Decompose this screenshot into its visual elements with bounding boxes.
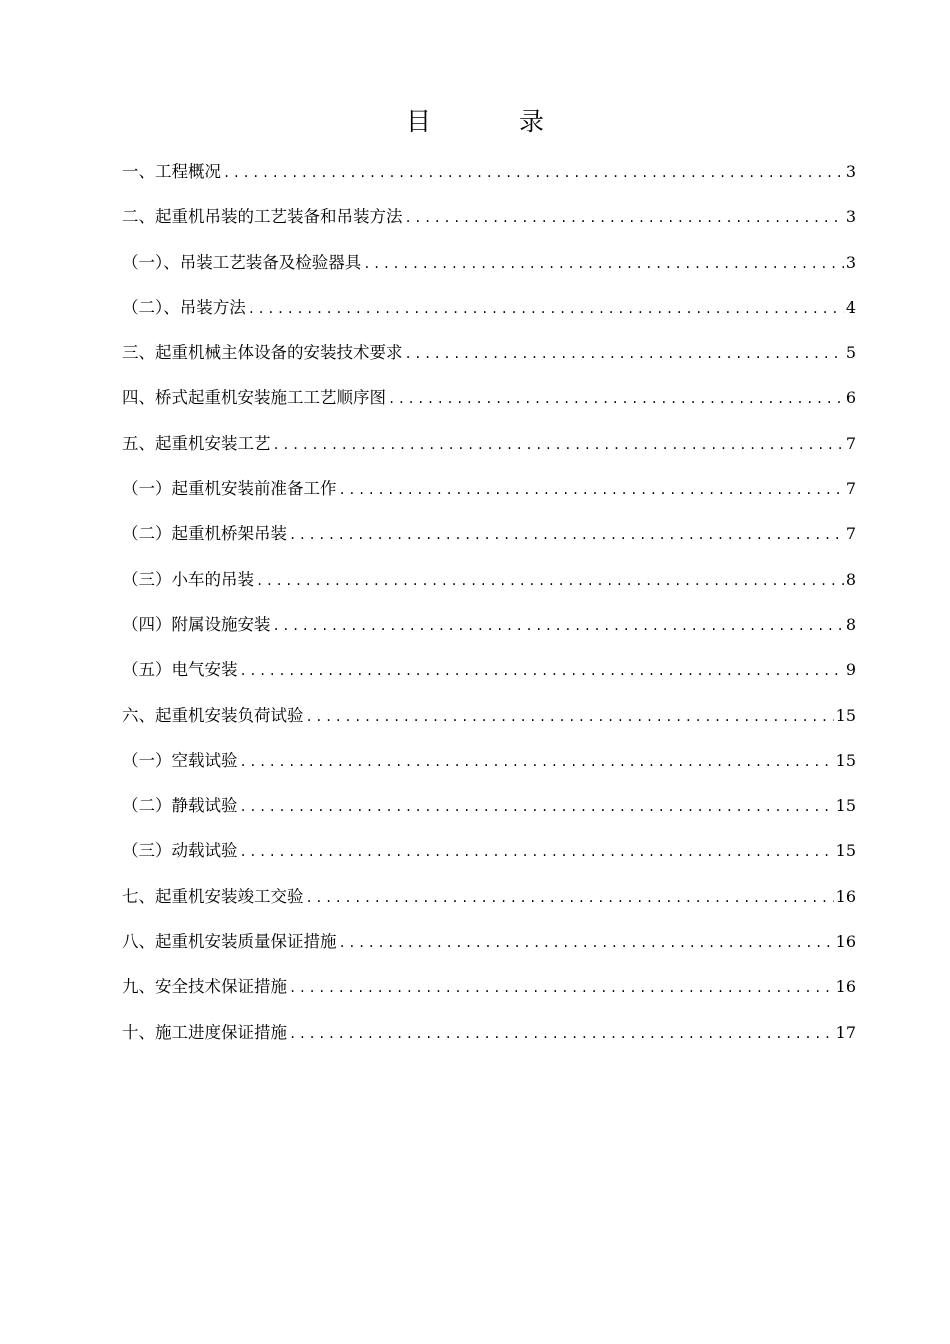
toc-entry-page: 17	[835, 1022, 856, 1042]
toc-leader-dots	[240, 655, 844, 687]
toc-entry[interactable]	[122, 700, 856, 745]
toc-entry-page: 16	[835, 932, 856, 952]
toc-entry[interactable]	[122, 835, 856, 880]
toc-entry-page: 5	[845, 343, 856, 363]
toc-entry[interactable]	[122, 247, 856, 292]
toc-entry[interactable]	[122, 156, 856, 201]
toc-entry-label: 六、起重机安装负荷试验	[122, 705, 304, 725]
table-of-contents	[122, 156, 856, 1062]
toc-entry-label: （二）静载试验	[122, 796, 238, 816]
toc-entry-page: 3	[845, 207, 856, 227]
toc-entry-label: 十、施工进度保证措施	[122, 1022, 287, 1042]
toc-entry-page: 6	[845, 388, 856, 408]
toc-leader-dots	[289, 1018, 834, 1050]
toc-leader-dots	[388, 383, 844, 415]
toc-entry-page: 15	[835, 705, 856, 725]
toc-entry-page: 7	[845, 524, 856, 544]
toc-entry[interactable]	[122, 564, 856, 609]
toc-entry-label: 五、起重机安装工艺	[122, 433, 271, 453]
toc-entry-page: 7	[845, 433, 856, 453]
toc-entry[interactable]	[122, 881, 856, 926]
toc-entry[interactable]	[122, 201, 856, 246]
toc-leader-dots	[405, 338, 844, 370]
toc-entry-page: 9	[845, 660, 856, 680]
toc-leader-dots	[273, 429, 844, 461]
toc-entry[interactable]	[122, 1017, 856, 1062]
toc-leader-dots	[363, 248, 844, 280]
toc-leader-dots	[223, 157, 844, 189]
toc-entry-page: 15	[835, 796, 856, 816]
toc-entry-page: 4	[845, 297, 856, 317]
toc-entry[interactable]	[122, 926, 856, 971]
page-title: 目录	[405, 107, 632, 136]
toc-leader-dots	[289, 972, 834, 1004]
toc-leader-dots	[339, 927, 834, 959]
toc-entry-label: （三）动载试验	[122, 841, 238, 861]
toc-entry[interactable]	[122, 518, 856, 563]
toc-entry-label: （一）、吊装工艺装备及检验器具	[122, 252, 362, 272]
toc-entry-label: （三）小车的吊装	[122, 569, 254, 589]
toc-leader-dots	[248, 293, 844, 325]
toc-entry[interactable]	[122, 382, 856, 427]
toc-leader-dots	[289, 519, 844, 551]
toc-entry-page: 15	[835, 750, 856, 770]
toc-entry-page: 7	[845, 479, 856, 499]
toc-leader-dots	[240, 746, 834, 778]
toc-entry-label: （四）附属设施安装	[122, 614, 271, 634]
toc-entry[interactable]	[122, 337, 856, 382]
toc-leader-dots	[306, 882, 834, 914]
toc-entry[interactable]	[122, 790, 856, 835]
toc-entry-label: （二）、吊装方法	[122, 297, 246, 317]
toc-entry-label: （五）电气安装	[122, 660, 238, 680]
toc-entry-label: （一）起重机安装前准备工作	[122, 479, 337, 499]
toc-entry-page: 3	[845, 252, 856, 272]
toc-leader-dots	[256, 565, 844, 597]
toc-entry-label: 四、桥式起重机安装施工工艺顺序图	[122, 388, 386, 408]
toc-leader-dots	[240, 791, 834, 823]
toc-entry-page: 15	[835, 841, 856, 861]
toc-entry[interactable]	[122, 609, 856, 654]
toc-entry[interactable]	[122, 745, 856, 790]
toc-entry[interactable]	[122, 473, 856, 518]
toc-entry-label: 一、工程概况	[122, 162, 221, 181]
toc-leader-dots	[240, 836, 834, 868]
toc-entry[interactable]	[122, 428, 856, 473]
toc-entry[interactable]	[122, 292, 856, 337]
toc-entry-label: 三、起重机械主体设备的安装技术要求	[122, 343, 403, 363]
toc-entry-page: 16	[835, 977, 856, 997]
toc-leader-dots	[405, 202, 844, 234]
toc-leader-dots	[306, 701, 834, 733]
toc-entry-label: （一）空载试验	[122, 750, 238, 770]
toc-entry-label: （二）起重机桥架吊装	[122, 524, 287, 544]
toc-entry-label: 九、安全技术保证措施	[122, 977, 287, 997]
toc-entry-label: 八、起重机安装质量保证措施	[122, 932, 337, 952]
toc-entry-page: 8	[845, 569, 856, 589]
toc-entry[interactable]	[122, 971, 856, 1016]
toc-entry-label: 七、起重机安装竣工交验	[122, 886, 304, 906]
toc-entry-page: 3	[845, 162, 856, 181]
toc-entry-label: 二、起重机吊装的工艺装备和吊装方法	[122, 207, 403, 227]
toc-entry-page: 16	[835, 886, 856, 906]
toc-entry-page: 8	[845, 614, 856, 634]
toc-leader-dots	[273, 610, 844, 642]
toc-entry[interactable]	[122, 654, 856, 699]
toc-leader-dots	[339, 474, 844, 506]
